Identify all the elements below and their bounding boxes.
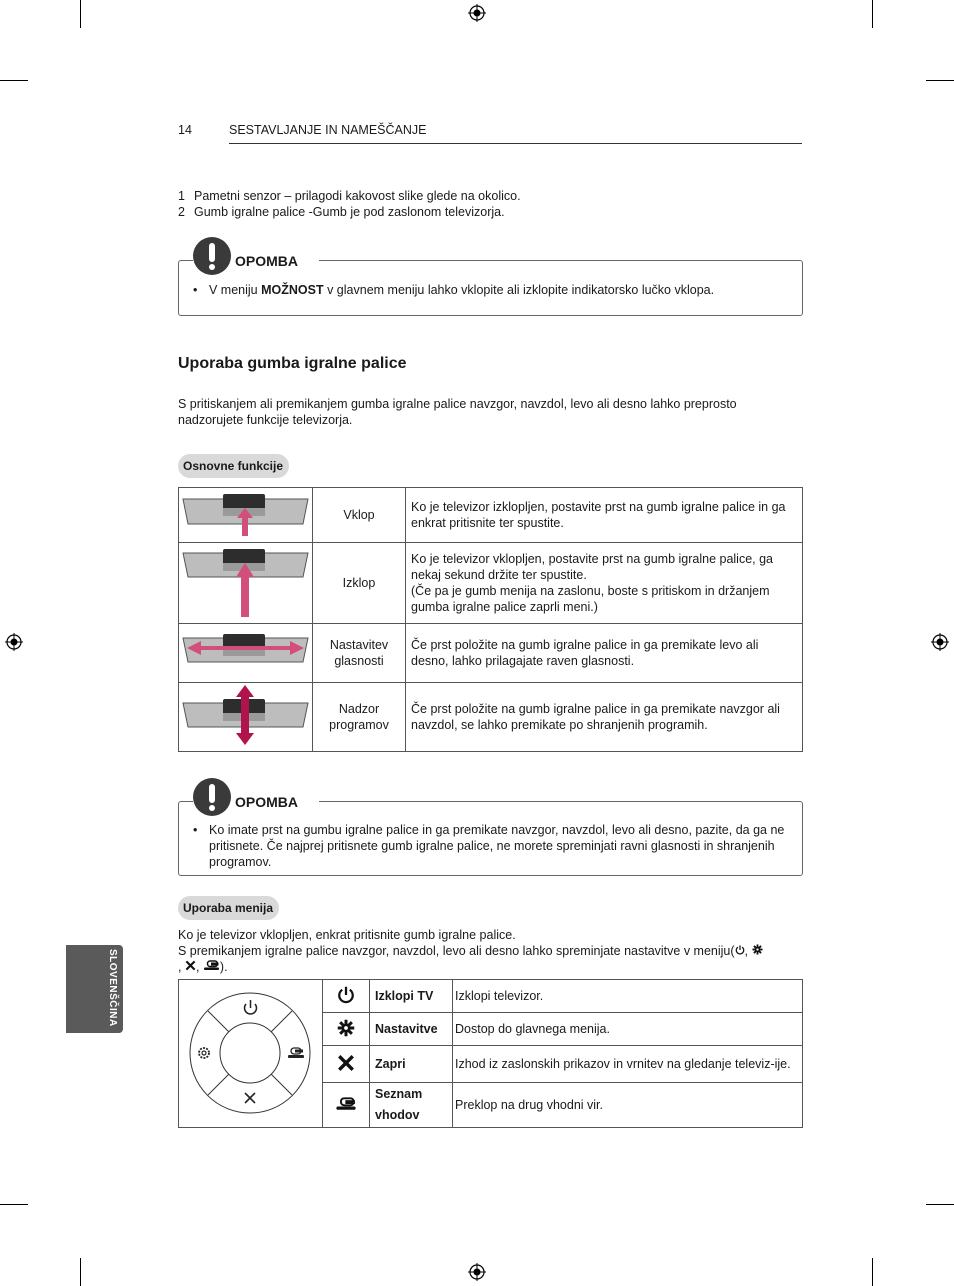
registration-mark-icon xyxy=(468,1263,486,1281)
page-number: 14 xyxy=(178,123,192,137)
menu-icon-cell xyxy=(323,980,370,1013)
function-name: Nadzor programov xyxy=(313,683,406,752)
joystick-image xyxy=(179,543,313,624)
table-row xyxy=(179,543,803,624)
menu-icon-cell xyxy=(323,1046,370,1083)
table-row xyxy=(179,980,803,1013)
exclamation-icon xyxy=(193,778,231,816)
crop-mark xyxy=(80,1258,81,1286)
table-row xyxy=(179,624,803,683)
header-divider xyxy=(229,143,802,144)
function-description: Ko je televizor vklopljen, postavite prst na gumb igralne palice, ga nekaj sekund držite ter spustite. (Če pa je gumb menija na zaslonu, boste s pritiskom in držanjem gumba igralne palice zaprli meni.) xyxy=(406,543,803,624)
joystick-image xyxy=(179,624,313,683)
joystick-up-down-icon xyxy=(179,683,312,747)
section-intro: S pritiskanjem ali premikanjem gumba igralne palice navzgor, navzdol, levo ali desno lahko preprosto nadzorujete funkcije televizorja. xyxy=(178,397,737,427)
power-icon xyxy=(735,945,745,955)
note-label: OPOMBA xyxy=(235,794,298,810)
input-source-icon xyxy=(335,1097,357,1111)
joystick-image xyxy=(179,683,313,752)
registration-mark-icon xyxy=(931,633,949,651)
crop-mark xyxy=(0,80,28,81)
crop-mark xyxy=(926,80,954,81)
gear-icon xyxy=(752,944,763,955)
close-icon xyxy=(185,960,196,971)
registration-mark-icon xyxy=(5,633,23,651)
note-text: • Ko imate prst na gumbu igralne palice in ga premikate navzgor, navzdol, levo ali desno, pazite, da ga ne pritisnete. Če najprej pritisnete gumb igralne palice, ne morete spreminjati ravni glasnosti in shranjenih programov. xyxy=(193,823,785,869)
crop-mark xyxy=(926,1204,954,1205)
crop-mark xyxy=(872,1258,873,1286)
menu-usage-label: Uporaba menija xyxy=(178,896,279,920)
language-tab: SLOVENŠČINA xyxy=(66,945,123,1033)
numbered-list xyxy=(178,188,521,220)
menu-icon-cell xyxy=(323,1083,370,1128)
crop-mark xyxy=(80,0,81,28)
menu-item-name: Izklopi TV xyxy=(370,980,453,1013)
joystick-image xyxy=(179,488,313,543)
input-source-icon xyxy=(203,960,220,971)
joystick-menu-diagram xyxy=(179,980,323,1128)
joystick-press-icon xyxy=(179,488,312,538)
exclamation-icon xyxy=(193,237,231,275)
note-label: OPOMBA xyxy=(235,253,298,269)
section-header: SESTAVLJANJE IN NAMEŠČANJE xyxy=(229,123,427,137)
joystick-menu-wheel xyxy=(179,980,322,1124)
menu-item-description: Preklop na drug vhodni vir. xyxy=(453,1083,803,1128)
close-icon xyxy=(245,1093,255,1103)
function-description: Ko je televizor izklopljen, postavite prst na gumb igralne palice in ga enkrat pritisnite ter spustite. xyxy=(406,488,803,543)
basic-functions-table xyxy=(178,487,803,752)
joystick-hold-icon xyxy=(179,543,312,619)
power-icon xyxy=(245,1000,257,1014)
function-description: Če prst položite na gumb igralne palice in ga premikate levo ali desno, lahko prilagajate raven glasnosti. xyxy=(406,624,803,683)
menu-usage-text: Ko je televizor vklopljen, enkrat pritisnite gumb igralne palice. S premikanjem igralne palice navzgor, navzdol, levo ali desno lahko spreminjate nastavitve v meniju( , , , ). xyxy=(178,927,803,975)
menu-item-description: Izhod iz zaslonskih prikazov in vrnitev na gledanje televiz-ije. xyxy=(453,1046,803,1083)
crop-mark xyxy=(872,0,873,28)
menu-item-name: Nastavitve xyxy=(370,1013,453,1046)
gear-icon xyxy=(337,1019,355,1037)
function-name: Izklop xyxy=(313,543,406,624)
table-row xyxy=(179,683,803,752)
menu-table xyxy=(178,979,803,1128)
menu-item-name: Seznam vhodov xyxy=(370,1083,453,1128)
function-name: Nastavitev glasnosti xyxy=(313,624,406,683)
close-icon xyxy=(337,1054,355,1072)
table-row xyxy=(179,488,803,543)
joystick-left-right-icon xyxy=(179,624,312,678)
note-header xyxy=(193,237,319,275)
menu-icon-cell xyxy=(323,1013,370,1046)
menu-item-description: Izklopi televizor. xyxy=(453,980,803,1013)
list-item: 2 Gumb igralne palice -Gumb je pod zaslonom televizorja. xyxy=(178,205,505,219)
menu-item-name: Zapri xyxy=(370,1046,453,1083)
basic-functions-label: Osnovne funkcije xyxy=(178,454,289,478)
input-source-icon xyxy=(288,1048,304,1058)
section-title: Uporaba gumba igralne palice xyxy=(178,355,407,372)
function-description: Če prst položite na gumb igralne palice in ga premikate navzgor ali navzdol, se lahko premikate po shranjenih programih. xyxy=(406,683,803,752)
menu-item-description: Dostop do glavnega menija. xyxy=(453,1013,803,1046)
note-text: • V meniju MOŽNOST v glavnem meniju lahko vklopite ali izklopite indikatorsko lučko vklopa. xyxy=(193,283,715,297)
gear-icon xyxy=(199,1048,209,1058)
note-header xyxy=(193,778,319,816)
list-item: 1 Pametni senzor – prilagodi kakovost slike glede na okolico. xyxy=(178,189,521,203)
registration-mark-icon xyxy=(468,4,486,22)
crop-mark xyxy=(0,1204,28,1205)
function-name: Vklop xyxy=(313,488,406,543)
power-icon xyxy=(337,986,355,1004)
